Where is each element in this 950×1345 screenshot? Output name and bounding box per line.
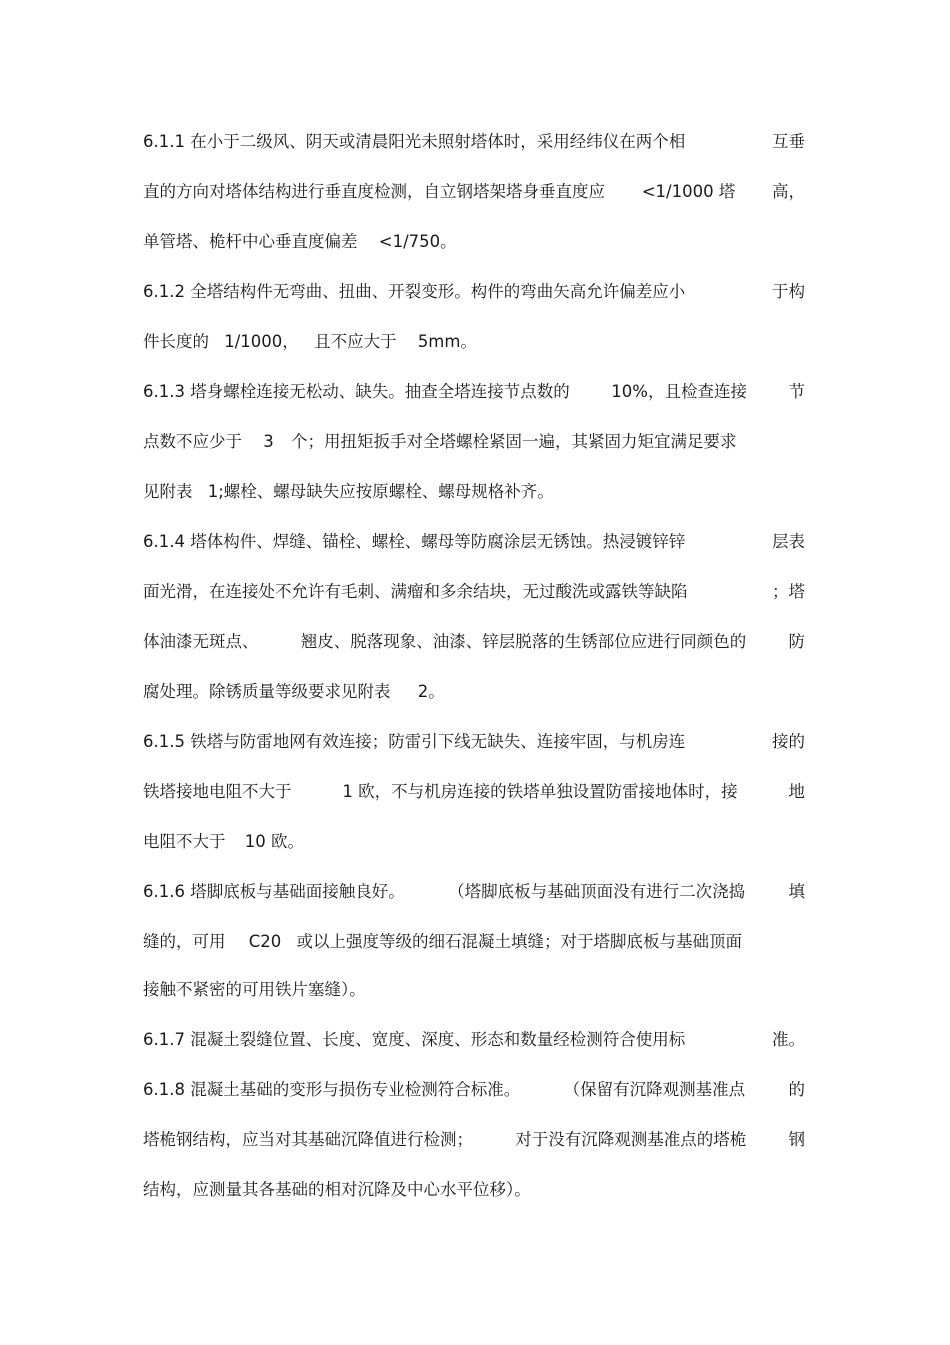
text-segment: <1/1000 塔 — [641, 182, 736, 201]
text-segment: 于构 — [772, 282, 805, 301]
text-line — [143, 928, 805, 956]
text-line — [143, 328, 805, 356]
text-segment: 接的 — [772, 732, 805, 751]
text-segment: 1;螺栓、螺母缺失应按原螺栓、螺母规格补齐。 — [207, 482, 554, 501]
text-line — [143, 1076, 805, 1104]
text-line — [143, 1176, 805, 1204]
text-segment: 且不应大于 — [314, 332, 397, 351]
text-segment: 或以上强度等级的细石混凝土填缝；对于塔脚底板与基础顶面 — [296, 932, 743, 951]
text-segment: C20 — [248, 932, 282, 951]
text-segment: 填 — [788, 882, 805, 901]
text-segment: 塔桅钢结构，应当对其基础沉降值进行检测； — [143, 1130, 473, 1149]
text-segment: （塔脚底板与基础顶面没有进行二次浇捣 — [448, 882, 746, 901]
text-segment: 6.1.1 在小于二级风、阴天或清晨阳光未照射塔体时，采用经纬仪在两个相 — [143, 132, 686, 151]
text-segment: 防 — [788, 632, 805, 651]
text-line — [143, 1026, 805, 1054]
text-line — [143, 828, 805, 856]
text-line — [143, 178, 805, 206]
text-segment: 节 — [788, 382, 805, 401]
text-segment: 体油漆无斑点、 — [143, 632, 259, 651]
text-line — [143, 378, 805, 406]
text-line — [143, 228, 805, 256]
text-line — [143, 976, 805, 1004]
text-segment: 6.1.3 塔身螺栓连接无松动、缺失。抽查全塔连接节点数的 — [143, 382, 570, 401]
text-line — [143, 278, 805, 306]
text-segment: 件长度的 — [143, 332, 209, 351]
text-line — [143, 878, 805, 906]
text-segment: 6.1.8 混凝土基础的变形与损伤专业检测符合标准。 — [143, 1080, 521, 1099]
text-segment: <1/750。 — [378, 232, 457, 251]
text-line — [143, 628, 805, 656]
text-segment: 直的方向对塔体结构进行垂直度检测，自立钢塔架塔身垂直度应 — [143, 182, 605, 201]
text-segment: 6.1.6 塔脚底板与基础面接触良好。 — [143, 882, 405, 901]
text-segment: 个；用扭矩扳手对全塔螺栓紧固一遍，其紧固力矩宜满足要求 — [291, 432, 737, 451]
text-line — [143, 728, 805, 756]
text-segment: 1 欧，不与机房连接的铁塔单独设置防雷接地体时，接 — [342, 782, 738, 801]
text-segment: 5mm。 — [417, 332, 477, 351]
text-segment: 铁塔接地电阻不大于 — [143, 782, 292, 801]
text-segment: 翘皮、脱落现象、油漆、锌层脱落的生锈部位应进行同颜色的 — [300, 632, 747, 651]
text-segment: 缝的，可用 — [143, 932, 226, 951]
text-line — [143, 1126, 805, 1154]
text-segment: 见附表 — [143, 482, 193, 501]
text-line — [143, 478, 805, 506]
text-segment: ；塔 — [772, 582, 805, 601]
text-line — [143, 528, 805, 556]
text-segment: 3 — [263, 432, 274, 451]
text-segment: 准。 — [772, 1030, 805, 1049]
text-segment: 单管塔、桅杆中心垂直度偏差 — [143, 232, 358, 251]
text-segment: 高， — [772, 182, 805, 201]
text-segment: 2。 — [417, 682, 445, 701]
text-segment: 1/1000， — [224, 332, 299, 351]
text-line — [143, 578, 805, 606]
text-segment: 面光滑，在连接处不允许有毛刺、满瘤和多余结块，无过酸洗或露铁等缺陷 — [143, 582, 688, 601]
text-line — [143, 428, 805, 456]
text-segment: 点数不应少于 — [143, 432, 242, 451]
text-segment: 10 欧。 — [244, 832, 304, 851]
text-segment: 6.1.2 全塔结构件无弯曲、扭曲、开裂变形。构件的弯曲矢高允许偏差应小 — [143, 282, 686, 301]
text-segment: 6.1.5 铁塔与防雷地网有效连接；防雷引下线无缺失、连接牢固，与机房连 — [143, 732, 686, 751]
text-segment: （保留有沉降观测基准点 — [563, 1080, 746, 1099]
text-segment: 电阻不大于 — [143, 832, 226, 851]
text-segment: 6.1.4 塔体构件、焊缝、锚栓、螺栓、螺母等防腐涂层无锈蚀。热浸镀锌锌 — [143, 532, 686, 551]
text-segment: 的 — [788, 1080, 805, 1099]
text-line — [143, 128, 805, 156]
text-segment: 接触不紧密的可用铁片塞缝）。 — [143, 980, 366, 999]
text-segment: 地 — [788, 782, 805, 801]
text-line — [143, 778, 805, 806]
text-segment: 腐处理。除锈质量等级要求见附表 — [143, 682, 391, 701]
text-segment: 互垂 — [772, 132, 805, 151]
text-segment: 钢 — [788, 1130, 805, 1149]
text-segment: 对于没有沉降观测基准点的塔桅 — [515, 1130, 747, 1149]
text-segment: 结构，应测量其各基础的相对沉降及中心水平位移）。 — [143, 1180, 531, 1199]
text-segment: 层表 — [772, 532, 805, 551]
text-segment: 6.1.7 混凝土裂缝位置、长度、宽度、深度、形态和数量经检测符合使用标 — [143, 1030, 686, 1049]
text-segment: 10%，且检查连接 — [611, 382, 747, 401]
text-line — [143, 678, 805, 706]
